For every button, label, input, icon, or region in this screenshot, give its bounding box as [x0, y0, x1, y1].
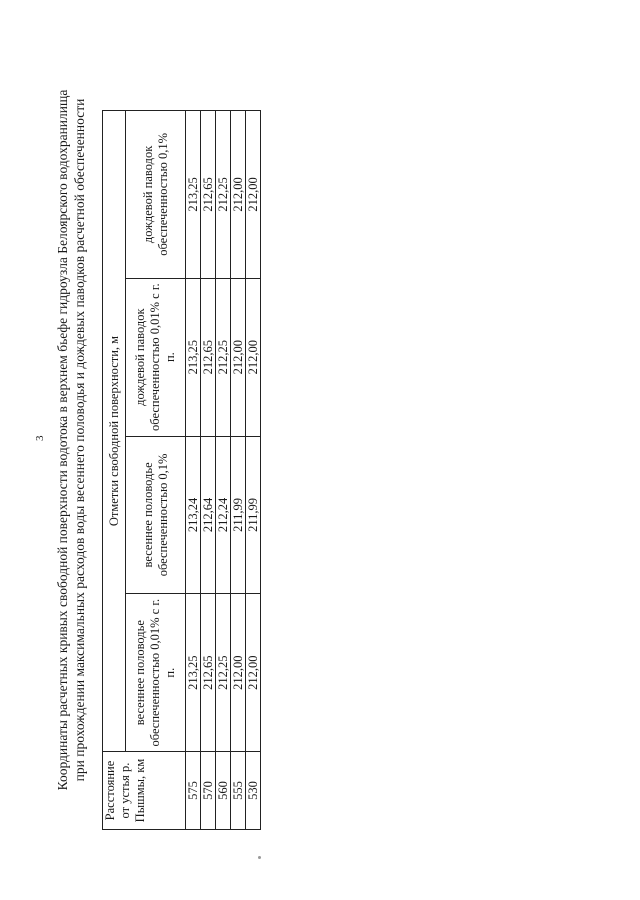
table-cell: 212,00: [231, 278, 246, 436]
table-cell: 212,65: [201, 278, 216, 436]
table-cell: 212,25: [216, 278, 231, 436]
table-cell: 212,00: [246, 278, 261, 436]
header-col-2: весеннее половодье обеспеченностью 0,1%: [126, 436, 186, 594]
table-row: [201, 111, 216, 830]
table-cell: 213,25: [186, 594, 201, 752]
row-distance: 570: [201, 752, 216, 830]
scan-speck: [258, 856, 261, 859]
header-col-3: дождевой паводок обеспеченностью 0,01% с г. п.: [126, 278, 186, 436]
table-cell: 212,24: [216, 436, 231, 594]
table-cell: 212,00: [246, 594, 261, 752]
table-cell: 212,00: [231, 111, 246, 279]
page-number: 3: [34, 435, 46, 441]
table-cell: 212,64: [201, 436, 216, 594]
table-row: [186, 111, 201, 830]
document-title: [54, 80, 88, 800]
table-cell: 211,99: [246, 436, 261, 594]
table-row: [246, 111, 261, 830]
table-cell: 213,24: [186, 436, 201, 594]
table-cell: 212,00: [231, 594, 246, 752]
title-line-1: Координаты расчетных кривых свободной поверхности водотока в верхнем бьефе гидроузла Белоярского водохранилища: [55, 89, 70, 791]
water-level-table: [102, 110, 261, 830]
table-cell: 212,65: [201, 111, 216, 279]
header-col-1: весеннее половодье обеспеченностью 0,01% с г. п.: [126, 594, 186, 752]
title-line-2: при прохождении максимальных расходов воды весеннего половодья и дождевых паводков расчетной обеспеченности: [72, 98, 87, 782]
table-cell: 213,25: [186, 278, 201, 436]
row-distance: 530: [246, 752, 261, 830]
header-distance: Расстояние от устья р. Пышмы, км: [103, 752, 186, 830]
table-row: [216, 111, 231, 830]
row-distance: 560: [216, 752, 231, 830]
table-row: [231, 111, 246, 830]
table-cell: 213,25: [186, 111, 201, 279]
table-cell: 212,00: [246, 111, 261, 279]
table-cell: 212,25: [216, 594, 231, 752]
row-distance: 575: [186, 752, 201, 830]
header-group: Отметки свободной поверхности, м: [103, 111, 126, 752]
row-distance: 555: [231, 752, 246, 830]
header-col-4: дождевой паводок обеспеченностью 0,1%: [126, 111, 186, 279]
table-cell: 212,25: [216, 111, 231, 279]
table-cell: 211,99: [231, 436, 246, 594]
table-cell: 212,65: [201, 594, 216, 752]
